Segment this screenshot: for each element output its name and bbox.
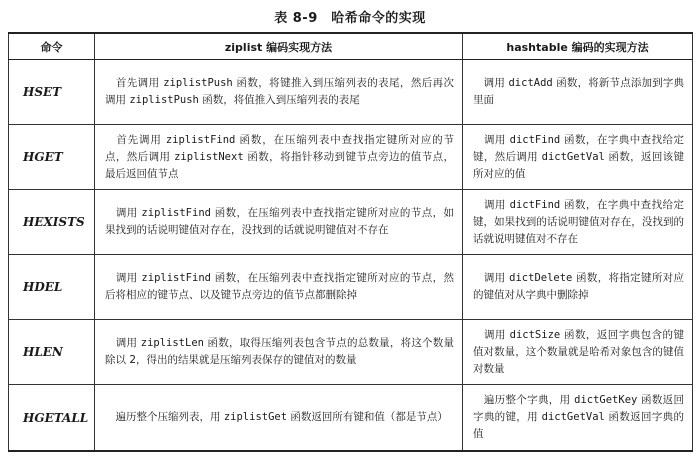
function-name: dictGetVal [541,150,605,163]
table-body [9,60,693,452]
function-name: ziplistFind [141,207,211,219]
description-text: 首先调用 [105,77,164,89]
hashtable-cell [463,385,693,452]
table-row [9,125,693,190]
description-text: 调用 [105,272,142,284]
ziplist-cell [95,190,463,255]
description-text: 函数，将指针移动到键节点旁边的值节点，最后返回值节点 [105,150,454,180]
function-name: dictAdd [508,77,553,89]
ziplist-cell [95,385,463,452]
table-row [9,255,693,320]
description-text: 函数，在压缩列表中查找指定键所对应的节点，如果找到的话说明键值对存在，没找到的话就说明键值对不存在 [105,207,454,236]
ziplist-cell [95,255,463,320]
description-text: 调用 [473,272,510,284]
description-text: 函数，在字典中查找给定键，如果找到的话说明键值对存在，没找到的话就说明键值对不存在 [473,198,684,245]
ziplist-cell [95,320,463,385]
hashtable-cell [463,190,693,255]
command-cell: HGET [9,125,95,190]
description-text: 函数，将指定键所对应的键值对从字典中删除掉 [473,272,684,301]
header-row [9,33,693,60]
header-ziplist: ziplist 编码实现方法 [95,33,463,60]
function-name: dictFind [509,198,561,211]
function-name: ziplistPush [163,77,233,89]
ziplist-cell [95,125,463,190]
description-text: 函数，在压缩列表中查找指定键所对应的节点，然后调用 [105,133,454,163]
command-cell: HSET [9,60,95,125]
command-cell: HEXISTS [9,190,95,255]
description-text: 函数，返回该键所对应的值 [473,150,684,180]
description-text: 函数返回所有键和值（都是节点） [287,411,448,423]
description-text: 首先调用 [105,133,166,146]
command-cell: HDEL [9,255,95,320]
hash-commands-table [8,32,693,452]
description-text: 函数，在字典中查找给定键，然后调用 [473,133,684,163]
hashtable-cell [463,125,693,190]
description-text: 函数，将值推入到压缩列表的表尾 [198,94,360,106]
hashtable-cell [463,60,693,125]
description-text: 调用 [473,133,510,146]
command-cell: HLEN [9,320,95,385]
function-name: dictDelete [509,272,573,284]
function-name: ziplistFind [141,272,211,284]
ziplist-cell [95,60,463,125]
function-name: ziplistFind [165,133,236,146]
function-name: dictGetVal [541,411,605,423]
header-command: 命令 [9,33,95,60]
description-text: 遍历整个压缩列表，用 [105,411,224,423]
table-row [9,190,693,255]
table-row [9,320,693,385]
description-text: 函数，将新节点添加到字典里面 [473,77,684,106]
function-name: ziplistPush [129,94,199,106]
hashtable-cell [463,255,693,320]
description-text: 调用 [473,77,509,89]
description-text: 遍历整个字典，用 [473,394,575,406]
description-text: 函数，将键推入到压缩列表的表尾，然后再次调用 [105,77,454,106]
hashtable-cell [463,320,693,385]
description-text: 函数返回字典的键，用 [473,394,684,423]
description-text: 函数，在压缩列表中查找指定键所对应的节点，然后将相应的键节点、以及键节点旁边的值节点都删除掉 [105,272,454,301]
description-text: 调用 [473,328,510,341]
function-name: ziplistGet [223,411,288,423]
function-name: dictSize [509,328,561,341]
description-text: 调用 [473,198,510,211]
description-text: 函数，返回字典包含的键值对数量，这个数量就是哈希对象包含的键值对数量 [473,328,684,375]
table-row [9,60,693,125]
function-name: ziplistNext [174,150,244,163]
table-caption: 表 8-9 哈希命令的实现 [274,11,426,26]
description-text: 函数，取得压缩列表包含节点的总数量，将这个数量除以 2，得出的结果就是压缩列表保存的键值对的数量 [105,337,454,366]
function-name: dictGetKey [574,394,638,406]
description-text: 调用 [105,337,141,349]
header-hashtable: hashtable 编码的实现方法 [463,33,693,60]
table-row [9,385,693,452]
function-name: ziplistLen [140,337,204,349]
command-cell: HGETALL [9,385,95,452]
description-text: 调用 [105,207,142,219]
function-name: dictFind [509,133,561,146]
description-text: 函数返回字典的值 [473,411,684,440]
